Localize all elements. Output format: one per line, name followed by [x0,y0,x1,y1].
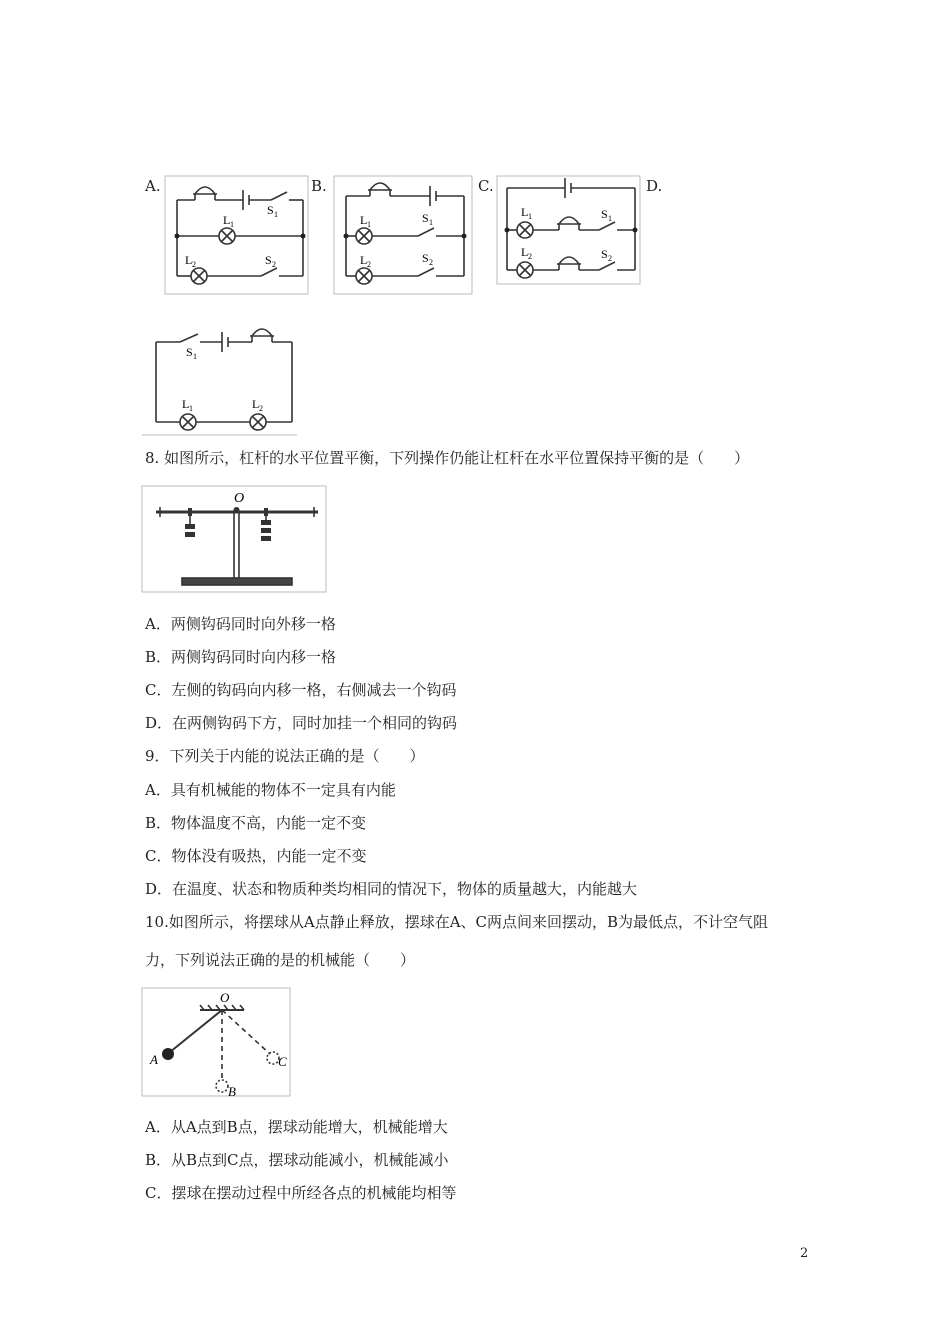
question-8-choice-a: A．两侧钩码同时向外移一格 [145,615,336,633]
svg-text:S: S [422,251,429,265]
svg-text:2: 2 [429,258,433,267]
svg-text:L: L [252,397,260,411]
svg-text:L: L [360,213,368,227]
svg-text:2: 2 [272,260,276,269]
option-b-label: B. [311,177,327,195]
question-9-stem: 9．下列关于内能的说法正确的是（ ） [145,747,425,765]
svg-text:S: S [267,203,274,217]
pendulum-figure [142,988,292,1098]
svg-text:2: 2 [608,254,612,263]
svg-text:A: A [150,1052,158,1067]
svg-text:2: 2 [259,404,263,413]
circuit-diagram-b [334,176,474,296]
svg-text:L: L [360,253,368,267]
svg-text:L: L [521,245,529,259]
svg-text:1: 1 [429,218,433,227]
circuit-diagram-c [497,176,642,286]
svg-text:1: 1 [274,210,278,219]
svg-text:1: 1 [189,404,193,413]
svg-text:L: L [185,253,193,267]
svg-text:L: L [521,205,529,219]
page-number: 2 [800,1246,809,1261]
question-9-choice-c: C．物体没有吸热，内能一定不变 [145,847,367,865]
question-9-choice-d: D．在温度、状态和物质种类均相同的情况下，物体的质量越大，内能越大 [145,880,638,898]
svg-text:O: O [220,990,230,1005]
option-d-label: D. [646,177,663,195]
lever-figure [142,486,328,594]
question-9-choice-b: B．物体温度不高，内能一定不变 [145,814,367,832]
svg-text:2: 2 [528,252,532,261]
svg-text:S: S [601,207,608,221]
svg-text:1: 1 [193,352,197,361]
svg-text:1: 1 [528,212,532,221]
question-10-stem-line-2: 力，下列说法正确的是的机械能（ ） [145,951,416,969]
option-a-label: A. [145,177,161,195]
circuit-diagram-d [142,318,302,438]
svg-text:1: 1 [608,214,612,223]
svg-text:2: 2 [367,260,371,269]
svg-text:C: C [278,1054,287,1069]
svg-text:L: L [182,397,190,411]
svg-text:S: S [186,345,193,359]
circuit-diagram-a [165,176,310,296]
svg-text:L: L [223,213,231,227]
question-8-choice-b: B．两侧钩码同时向内移一格 [145,648,337,666]
question-10-stem-line-1: 10.如图所示，将摆球从A点静止释放，摆球在A、C两点间来回摆动，B为最低点，不计空气阻 [145,913,769,931]
question-10-choice-c: C．摆球在摆动过程中所经各点的机械能均相等 [145,1184,457,1202]
svg-text:S: S [422,211,429,225]
question-8-stem: 8. 如图所示，杠杆的水平位置平衡，下列操作仍能让杠杆在水平位置保持平衡的是（ ） [145,449,750,467]
question-10-choice-a: A．从A点到B点，摆球动能增大，机械能增大 [145,1118,448,1136]
svg-text:S: S [265,253,272,267]
question-8-choice-d: D．在两侧钩码下方，同时加挂一个相同的钩码 [145,714,458,732]
svg-text:B: B [228,1084,236,1099]
svg-text:1: 1 [367,220,371,229]
option-c-label: C. [478,177,494,195]
svg-text:1: 1 [230,220,234,229]
question-10-choice-b: B．从B点到C点，摆球动能减小，机械能减小 [145,1151,449,1169]
svg-text:O: O [234,491,245,506]
svg-text:2: 2 [192,260,196,269]
question-9-choice-a: A．具有机械能的物体不一定具有内能 [145,781,396,799]
question-8-choice-c: C．左侧的钩码向内移一格，右侧减去一个钩码 [145,681,457,699]
svg-text:S: S [601,247,608,261]
